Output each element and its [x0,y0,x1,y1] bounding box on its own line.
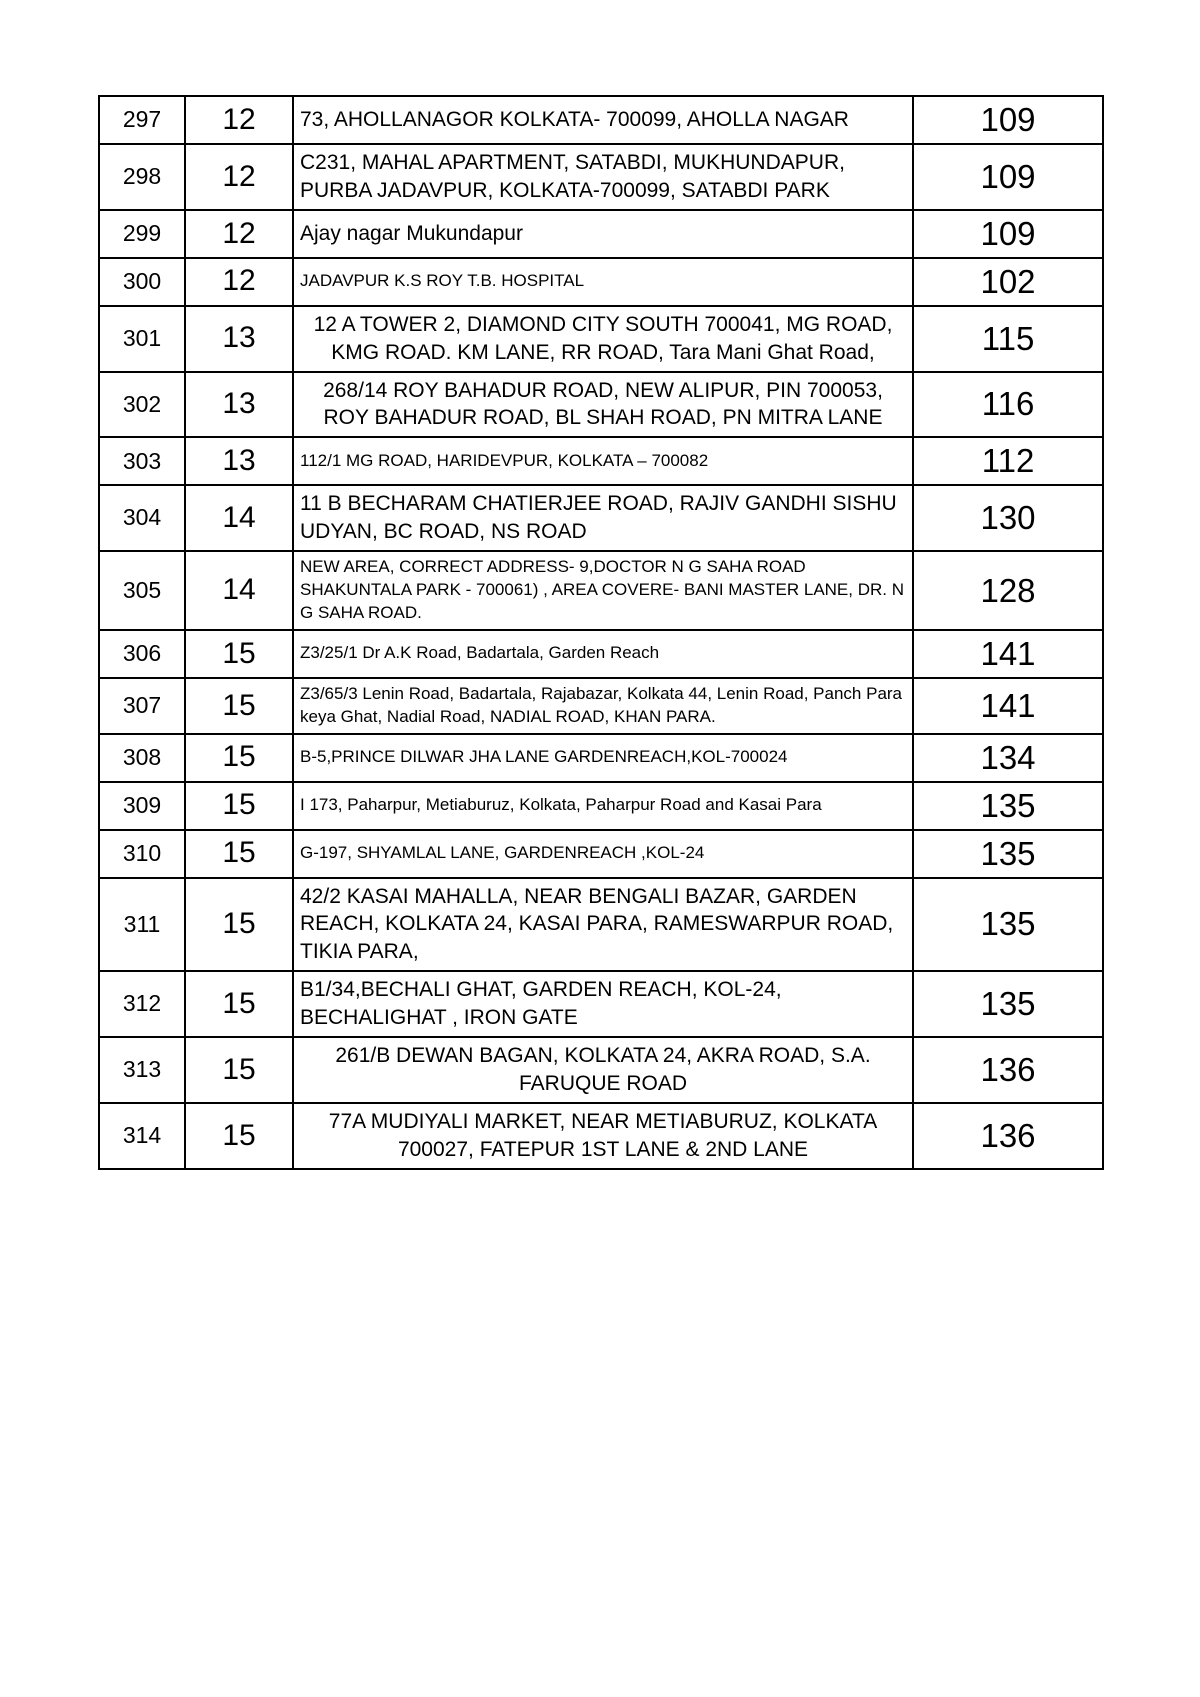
table-row [99,144,1103,210]
table-row [99,210,1103,258]
cell-address: Z3/25/1 Dr A.K Road, Badartala, Garden Reach [293,630,913,678]
table-row [99,830,1103,878]
cell-ward: 14 [185,551,293,630]
table-row [99,1103,1103,1169]
cell-serial: 312 [99,971,185,1037]
table-row [99,551,1103,630]
table-row [99,678,1103,734]
cell-code: 141 [913,678,1103,734]
cell-serial: 301 [99,306,185,372]
cell-serial: 298 [99,144,185,210]
cell-code: 109 [913,96,1103,144]
cell-code: 136 [913,1037,1103,1103]
cell-serial: 305 [99,551,185,630]
cell-code: 130 [913,485,1103,551]
cell-address: I 173, Paharpur, Metiaburuz, Kolkata, Paharpur Road and Kasai Para [293,782,913,830]
cell-ward: 15 [185,830,293,878]
cell-code: 109 [913,144,1103,210]
cell-code: 135 [913,971,1103,1037]
cell-ward: 13 [185,437,293,485]
table-row [99,96,1103,144]
cell-ward: 14 [185,485,293,551]
cell-ward: 15 [185,1037,293,1103]
ward-address-table [98,95,1104,1170]
cell-address: 261/B DEWAN BAGAN, KOLKATA 24, AKRA ROAD, S.A. FARUQUE ROAD [293,1037,913,1103]
cell-code: 141 [913,630,1103,678]
cell-serial: 300 [99,258,185,306]
cell-address: 268/14 ROY BAHADUR ROAD, NEW ALIPUR, PIN 700053, ROY BAHADUR ROAD, BL SHAH ROAD, PN MITRA LANE [293,372,913,438]
cell-code: 102 [913,258,1103,306]
table-row [99,437,1103,485]
cell-serial: 309 [99,782,185,830]
cell-ward: 12 [185,210,293,258]
cell-code: 134 [913,734,1103,782]
cell-address: B1/34,BECHALI GHAT, GARDEN REACH, KOL-24, BECHALIGHAT , IRON GATE [293,971,913,1037]
cell-code: 128 [913,551,1103,630]
cell-ward: 15 [185,878,293,972]
cell-ward: 15 [185,1103,293,1169]
cell-code: 135 [913,878,1103,972]
cell-code: 115 [913,306,1103,372]
cell-code: 112 [913,437,1103,485]
cell-ward: 13 [185,306,293,372]
cell-address: JADAVPUR K.S ROY T.B. HOSPITAL [293,258,913,306]
table-row [99,971,1103,1037]
table-row [99,630,1103,678]
cell-address: 12 A TOWER 2, DIAMOND CITY SOUTH 700041, MG ROAD, KMG ROAD. KM LANE, RR ROAD, Tara Mani Ghat Road, [293,306,913,372]
table-row [99,878,1103,972]
cell-serial: 313 [99,1037,185,1103]
cell-ward: 13 [185,372,293,438]
table-row [99,306,1103,372]
cell-ward: 15 [185,630,293,678]
cell-serial: 308 [99,734,185,782]
table-row [99,372,1103,438]
cell-serial: 303 [99,437,185,485]
cell-code: 116 [913,372,1103,438]
table-row [99,1037,1103,1103]
cell-address: G-197, SHYAMLAL LANE, GARDENREACH ,KOL-24 [293,830,913,878]
cell-ward: 15 [185,734,293,782]
cell-code: 109 [913,210,1103,258]
cell-address: 11 B BECHARAM CHATIERJEE ROAD, RAJIV GANDHI SISHU UDYAN, BC ROAD, NS ROAD [293,485,913,551]
cell-ward: 12 [185,258,293,306]
cell-serial: 311 [99,878,185,972]
cell-serial: 302 [99,372,185,438]
cell-address: 77A MUDIYALI MARKET, NEAR METIABURUZ, KOLKATA 700027, FATEPUR 1ST LANE & 2ND LANE [293,1103,913,1169]
cell-serial: 304 [99,485,185,551]
table-row [99,258,1103,306]
cell-serial: 310 [99,830,185,878]
cell-ward: 12 [185,144,293,210]
cell-address: NEW AREA, CORRECT ADDRESS- 9,DOCTOR N G SAHA ROAD SHAKUNTALA PARK - 700061) , AREA COVERE- BANI MASTER LANE, DR. N G SAHA ROAD. [293,551,913,630]
cell-serial: 297 [99,96,185,144]
cell-address: 112/1 MG ROAD, HARIDEVPUR, KOLKATA – 700082 [293,437,913,485]
cell-ward: 15 [185,678,293,734]
cell-code: 135 [913,830,1103,878]
cell-address: Ajay nagar Mukundapur [293,210,913,258]
cell-address: 42/2 KASAI MAHALLA, NEAR BENGALI BAZAR, GARDEN REACH, KOLKATA 24, KASAI PARA, RAMESWARPUR ROAD, TIKIA PARA, [293,878,913,972]
cell-ward: 12 [185,96,293,144]
cell-serial: 306 [99,630,185,678]
cell-serial: 299 [99,210,185,258]
cell-ward: 15 [185,971,293,1037]
table-row [99,485,1103,551]
table-row [99,782,1103,830]
cell-code: 136 [913,1103,1103,1169]
cell-address: 73, AHOLLANAGOR KOLKATA- 700099, AHOLLA NAGAR [293,96,913,144]
table-body [99,96,1103,1169]
cell-address: C231, MAHAL APARTMENT, SATABDI, MUKHUNDAPUR, PURBA JADAVPUR, KOLKATA-700099, SATABDI PARK [293,144,913,210]
cell-ward: 15 [185,782,293,830]
cell-address: B-5,PRINCE DILWAR JHA LANE GARDENREACH,KOL-700024 [293,734,913,782]
cell-code: 135 [913,782,1103,830]
cell-serial: 307 [99,678,185,734]
table-row [99,734,1103,782]
cell-serial: 314 [99,1103,185,1169]
cell-address: Z3/65/3 Lenin Road, Badartala, Rajabazar, Kolkata 44, Lenin Road, Panch Para keya Ghat, Nadial Road, NADIAL ROAD, KHAN PARA. [293,678,913,734]
